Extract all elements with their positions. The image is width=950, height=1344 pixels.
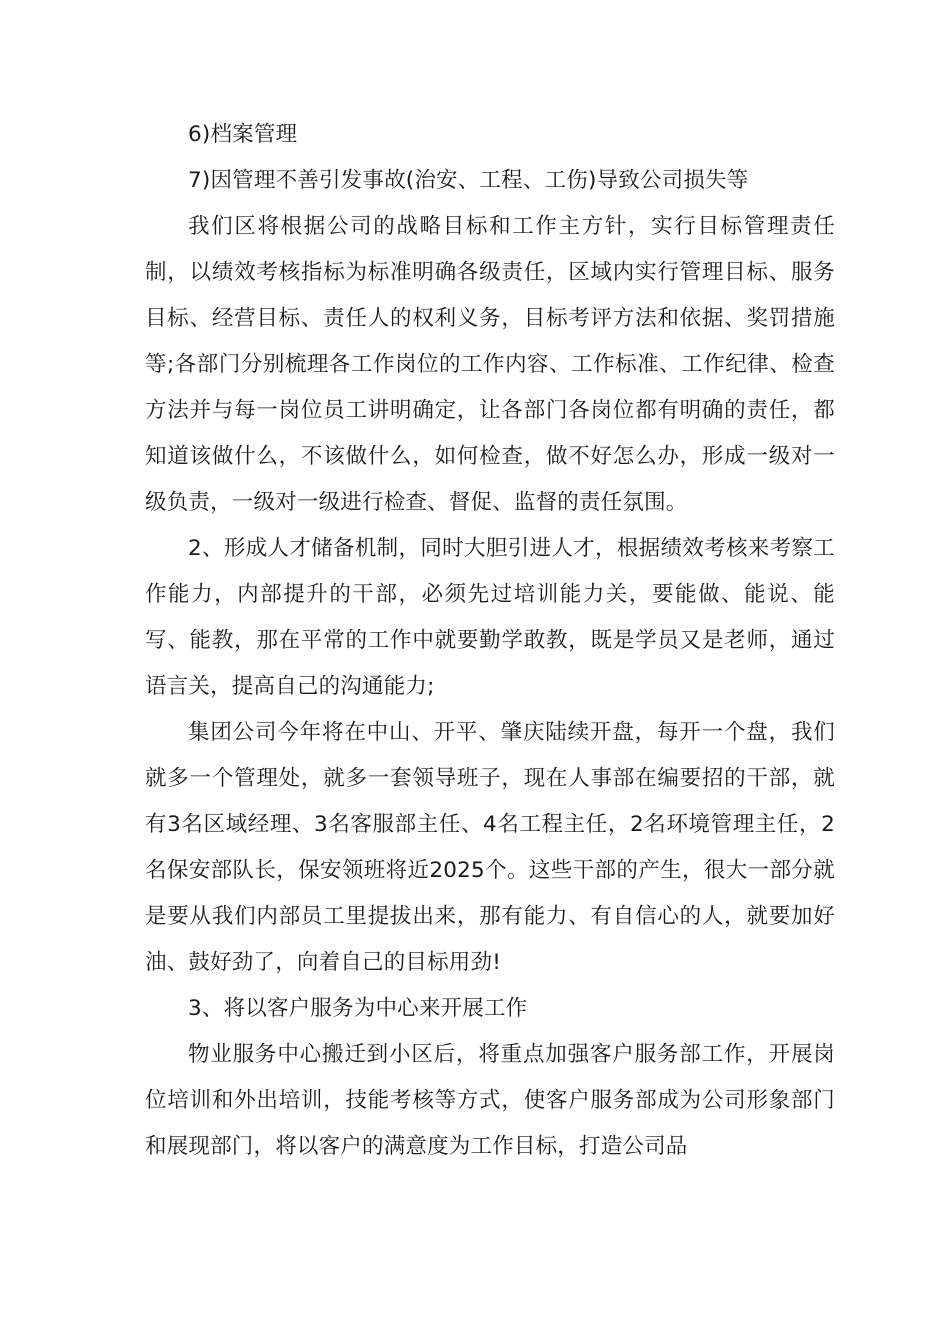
paragraph-service-center: 物业服务中心搬迁到小区后，将重点加强客户服务部工作，开展岗位培训和外出培训，技能考核等方式，使客户服务部成为公司形象部门和展现部门，将以客户的满意度为工作目标，打造公司品: [145, 1042, 835, 1159]
document-body: [145, 112, 835, 1170]
paragraph-customer-service-heading: 3、将以客户服务为中心来开展工作: [188, 996, 528, 1021]
paragraph-accident-losses: 7)因管理不善引发事故(治安、工程、工伤)导致公司损失等: [188, 168, 749, 193]
paragraph-talent-reserve: 2、形成人才储备机制，同时大胆引进人才，根据绩效考核来考察工作能力，内部提升的干部，必须先过培训能力关，要能做、能说、能写、能教，那在平常的工作中就要勤学敢教，既是学员又是老师，通过语言关，提高自己的沟通能力;: [145, 536, 835, 699]
paragraph-target-responsibility: 我们区将根据公司的战略目标和工作主方针，实行目标管理责任制，以绩效考核指标为标准明确各级责任，区域内实行管理目标、服务目标、经营目标、责任人的权利义务，目标考评方法和依据、奖罚措施等;各部门分别梳理各工作岗位的工作内容、工作标准、工作纪律、检查方法并与每一岗位员工讲明确定，让各部门各岗位都有明确的责任，都知道该做什么，不该做什么，如何检查，做不好怎么办，形成一级对一级负责，一级对一级进行检查、督促、监督的责任氛围。: [145, 214, 835, 515]
paragraph-archive-management: 6)档案管理: [188, 122, 298, 147]
paragraph-group-expansion: 集团公司今年将在中山、开平、肇庆陆续开盘，每开一个盘，我们就多一个管理处，就多一套领导班子，现在人事部在编要招的干部，就有3名区域经理、3名客服部主任、4名工程主任，2名环境管理主任，2名保安部队长，保安领班将近2025个。这些干部的产生，很大一部分就是要从我们内部员工里提拔出来，那有能力、有自信心的人，就要加好油、鼓好劲了，向着自己的目标用劲!: [145, 720, 835, 975]
